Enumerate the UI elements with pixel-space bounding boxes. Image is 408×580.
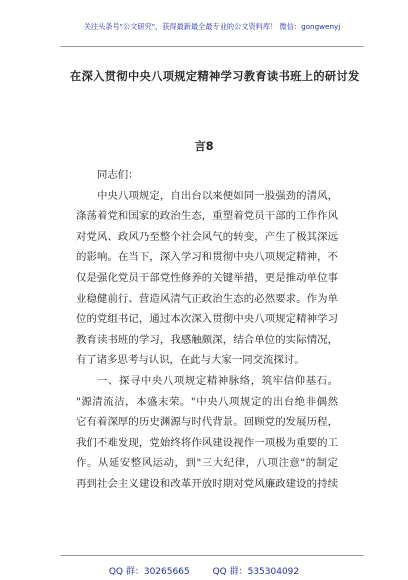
text-line: 它有着深厚的历史渊源与时代背景。回顾党的发展历程， [76,416,338,429]
text-line: 一、探寻中央八项规定精神脉络，筑牢信仰基石。 [97,374,338,387]
document-title-line2: 言8 [194,140,214,153]
text-line: 涤荡着党和国家的政治生态，重塑着党员干部的工作作风 [76,210,338,223]
footer [0,564,408,577]
footer-qq-group-2: QQ 群：535304092 [212,567,300,577]
header-notice: 关注头条号"公文研究"，获得最新最全最专业的公文资料库！ 微信：gongwenyj [83,22,341,31]
paragraph-1 [76,186,338,371]
text-line: "源清流洁，本盛末荣。"中央八项规定的出台绝非偶然 [76,395,338,408]
document-body [76,165,338,495]
header-divider [60,46,364,47]
text-line: 中央八项规定，自出台以来便如同一股强劲的清风， [97,189,338,202]
text-line: 教育读书班的学习，我感触颇深，结合单位的实际情况， [76,333,338,346]
salutation: 同志们： [97,169,139,181]
text-line: 位的党组书记，通过本次深入贯彻中央八项规定精神学习 [76,313,338,326]
text-line: 仅是强化党员干部党性修养的关键举措，更是推动单位事 [76,271,338,284]
paragraph-2 [76,371,338,495]
text-line: 对党风、政风乃至整个社会风气的转变，产生了极其深远 [76,230,338,243]
text-line: 业稳健前行、营造风清气正政治生态的必然要求。作为单 [76,292,338,305]
document-title-line1: 在深入贯彻中央八项规定精神学习教育读书班上的研讨发 [70,70,360,83]
text-line: 有了诸多思考与认识，在此与大家一同交流探讨。 [76,354,305,367]
footer-qq-group-1: QQ 群：30265665 [108,567,190,577]
text-line: 再到社会主义建设和改革开放时期对党风廉政建设的持续 [76,477,338,490]
footer-divider [60,555,364,556]
text-line: 作。从延安整风运动，到"三大纪律，八项注意"的制定 [76,457,338,470]
text-line: 的影响。在当下，深入学习和贯彻中央八项规定精神，不 [76,251,338,264]
text-line: 我们不难发现，党始终将作风建设视作一项极为重要的工 [76,436,338,449]
